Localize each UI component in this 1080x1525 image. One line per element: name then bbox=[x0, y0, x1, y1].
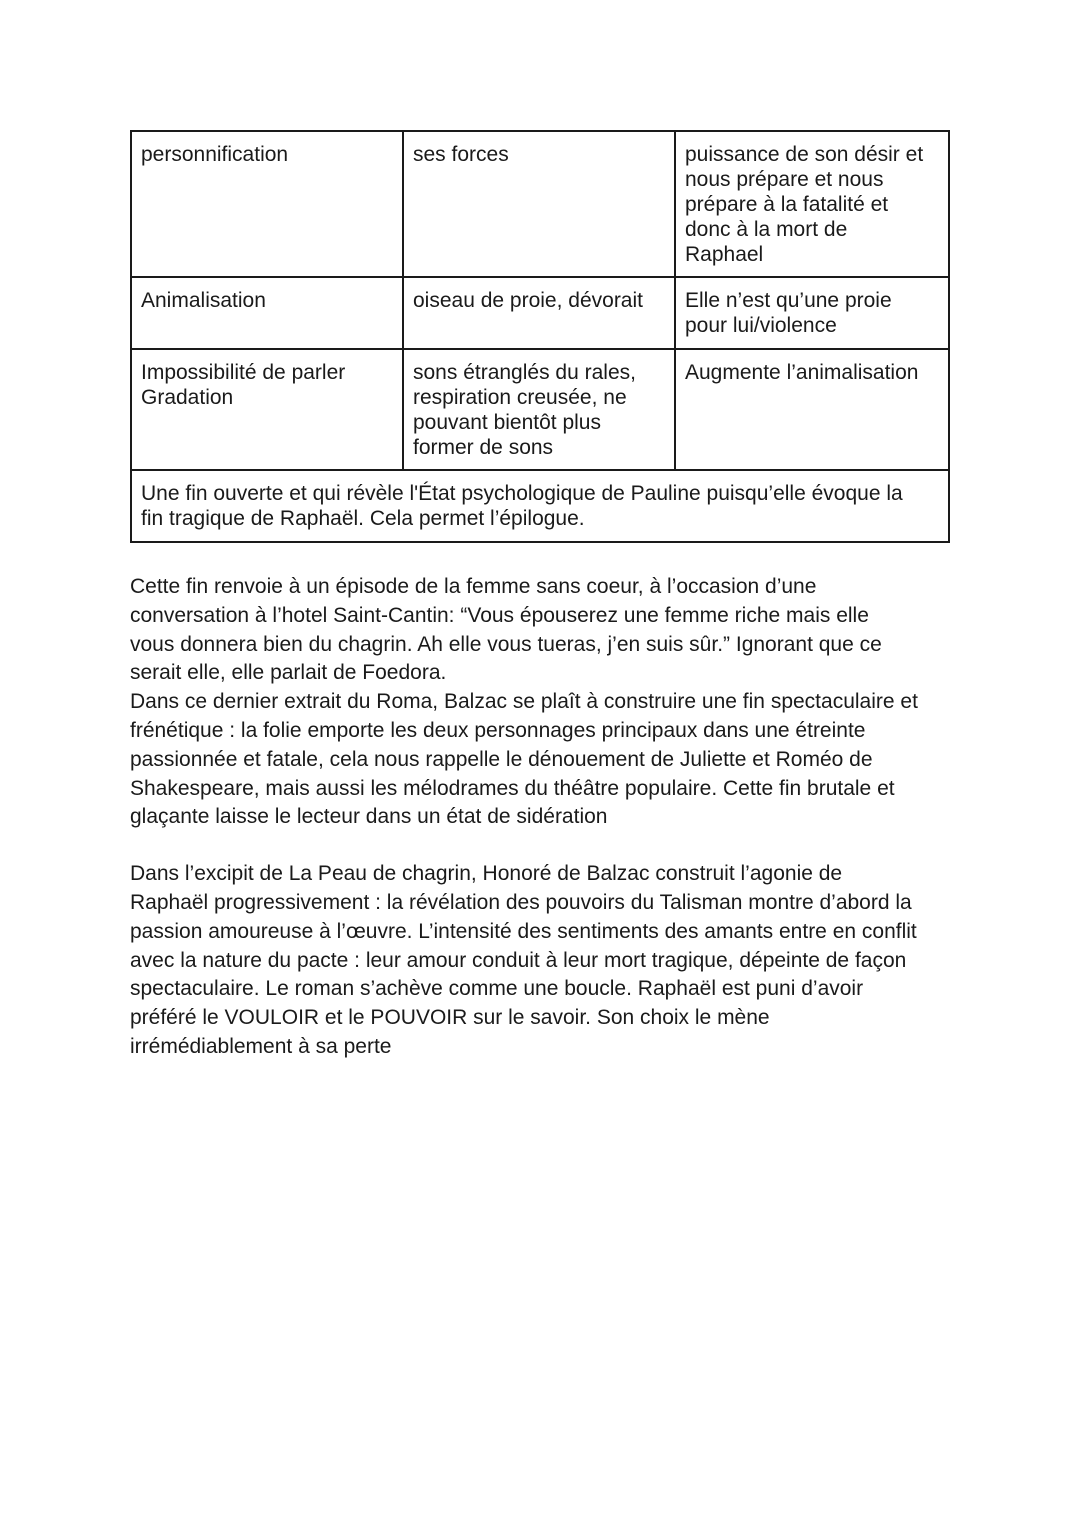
figure-cell bbox=[131, 277, 403, 349]
summary-cell bbox=[131, 470, 949, 542]
text-line: irrémédiablement à sa perte bbox=[130, 1034, 392, 1058]
quote-cell bbox=[403, 349, 675, 470]
figure-cell bbox=[131, 131, 403, 277]
text-line: fin tragique de Raphaël. Cela permet l’épilogue. bbox=[141, 507, 585, 530]
text-line: passion amoureuse à l’œuvre. L’intensité des sentiments des amants entre en conflit bbox=[130, 919, 917, 943]
text-line: serait elle, elle parlait de Foedora. bbox=[130, 661, 447, 685]
text-line: Raphaël progressivement : la révélation des pouvoirs du Talisman montre d’abord la bbox=[130, 890, 912, 914]
text-line: préféré le VOULOIR et le POUVOIR sur le savoir. Son choix le mène bbox=[130, 1006, 770, 1030]
text-line: Raphael bbox=[685, 243, 764, 266]
text-line: Elle n’est qu’une proie bbox=[685, 289, 892, 312]
text-line: donc à la mort de bbox=[685, 218, 848, 241]
table-row bbox=[131, 277, 949, 349]
table-row bbox=[131, 470, 949, 542]
effect-cell bbox=[675, 277, 949, 349]
text-line: Shakespeare, mais aussi les mélodrames du théâtre populaire. Cette fin brutale et bbox=[130, 776, 895, 800]
text-line: sons étranglés du rales, bbox=[413, 361, 636, 384]
quote-cell bbox=[403, 277, 675, 349]
paragraph-1 bbox=[130, 573, 948, 832]
quote-cell bbox=[403, 131, 675, 277]
text-line: passionnée et fatale, cela nous rappelle le dénouement de Juliette et Roméo de bbox=[130, 747, 873, 771]
text-line: oiseau de proie, dévorait bbox=[413, 289, 643, 312]
text-line: frénétique : la folie emporte les deux personnages principaux dans une étreinte bbox=[130, 718, 866, 742]
text-line: Impossibilité de parler bbox=[141, 361, 346, 384]
text-line: ses forces bbox=[413, 143, 509, 166]
paragraph-2 bbox=[130, 860, 948, 1062]
table-row bbox=[131, 131, 949, 277]
text-line: avec la nature du pacte : leur amour conduit à leur mort tragique, dépeinte de façon bbox=[130, 948, 907, 972]
effect-cell bbox=[675, 349, 949, 470]
text-line: vous donnera bien du chagrin. Ah elle vous tueras, j’en suis sûr.” Ignorant que ce bbox=[130, 632, 882, 656]
analysis-table bbox=[130, 130, 950, 543]
document-page bbox=[130, 130, 948, 1062]
text-line: respiration creusée, ne bbox=[413, 386, 627, 409]
table-row bbox=[131, 349, 949, 470]
text-line: Augmente l’animalisation bbox=[685, 361, 919, 384]
text-line: pouvant bientôt plus bbox=[413, 411, 601, 434]
text-line: Gradation bbox=[141, 386, 234, 409]
text-line: Cette fin renvoie à un épisode de la femme sans coeur, à l’occasion d’une bbox=[130, 575, 817, 598]
text-line: former de sons bbox=[413, 436, 554, 459]
text-line: spectaculaire. Le roman s’achève comme une boucle. Raphaël est puni d’avoir bbox=[130, 977, 864, 1001]
text-line: pour lui/violence bbox=[685, 314, 837, 337]
text-line: Dans l’excipit de La Peau de chagrin, Honoré de Balzac construit l’agonie de bbox=[130, 862, 843, 886]
text-line: glaçante laisse le lecteur dans un état de sidération bbox=[130, 805, 608, 829]
text-line: nous prépare et nous bbox=[685, 168, 884, 191]
text-line: puissance de son désir et bbox=[685, 143, 924, 166]
effect-cell bbox=[675, 131, 949, 277]
text-line: conversation à l’hotel Saint-Cantin: “Vous épouserez une femme riche mais elle bbox=[130, 603, 869, 627]
figure-cell bbox=[131, 349, 403, 470]
text-line: prépare à la fatalité et bbox=[685, 193, 889, 216]
text-line: Dans ce dernier extrait du Roma, Balzac se plaît à construire une fin spectaculaire et bbox=[130, 690, 918, 714]
text-line: Animalisation bbox=[141, 289, 266, 312]
text-line: Une fin ouverte et qui révèle l'État psychologique de Pauline puisqu’elle évoque la bbox=[141, 482, 903, 505]
text-line: personnification bbox=[141, 143, 289, 166]
